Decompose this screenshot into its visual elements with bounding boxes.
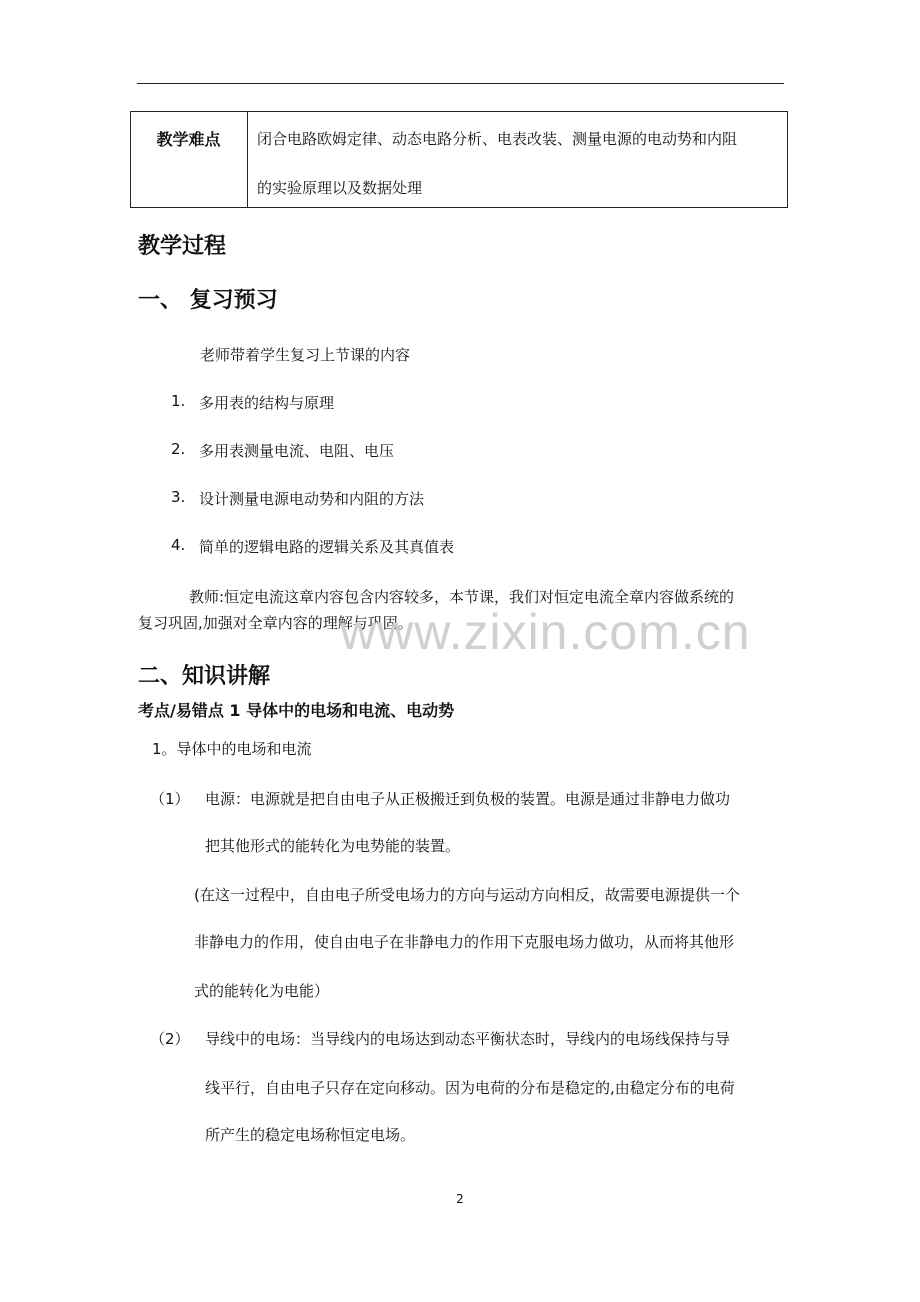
list-item: 简单的逻辑电路的逻辑关系及其真值表: [199, 538, 455, 556]
paragraph-2-line-3: 所产生的稳定电场称恒定电场。: [205, 1126, 416, 1144]
list-item: 多用表的结构与原理: [199, 394, 335, 412]
list-item-number: 2.: [171, 440, 186, 458]
paragraph-1-line-1: 电源：电源就是把自由电子从正极搬迁到负极的装置。电源是通过非静电力做功: [205, 790, 731, 808]
table-content-line-1: 闭合电路欧姆定律、动态电路分析、电表改装、测量电源的电动势和内阻: [257, 130, 738, 148]
paragraph-2-line-1: 导线中的电场：当导线内的电场达到动态平衡状态时，导线内的电场线保持与导: [205, 1030, 731, 1048]
teacher-paragraph-line-1: 教师:恒定电流这章内容包含内容较多，本节课，我们对恒定电流全章内容做系统的: [189, 588, 735, 606]
list-item-number: 1.: [171, 392, 186, 410]
section1-title: 一、 复习预习: [138, 288, 278, 313]
list-item-number: 4.: [171, 536, 186, 554]
teacher-paragraph-line-2: 复习巩固,加强对全章内容的理解与巩固。: [138, 614, 413, 632]
list-item-number: 3.: [171, 488, 186, 506]
section2-title: 二、知识讲解: [138, 664, 271, 689]
note-line-3: 式的能转化为电能）: [194, 982, 330, 1000]
heading-process: 教学过程: [138, 234, 227, 259]
section1-intro: 老师带着学生复习上节课的内容: [200, 346, 411, 364]
list-item: 多用表测量电流、电阻、电压: [199, 442, 395, 460]
note-line-1: (在这一过程中，自由电子所受电场力的方向与运动方向相反，故需要电源提供一个: [194, 886, 740, 904]
header-rule: [137, 83, 784, 84]
list-item: 设计测量电源电动势和内阻的方法: [199, 490, 425, 508]
difficulty-table: [130, 111, 788, 208]
table-content-line-2: 的实验原理以及数据处理: [257, 179, 423, 197]
page-number: 2: [456, 1192, 464, 1206]
paragraph-number: （1）: [150, 790, 190, 808]
paragraph-2-line-2: 线平行，自由电子只存在定向移动。因为电荷的分布是稳定的,由稳定分布的电荷: [205, 1079, 735, 1097]
paragraph-1-line-2: 把其他形式的能转化为电势能的装置。: [205, 837, 461, 855]
paragraph-number: （2）: [150, 1030, 190, 1048]
point-1-heading: 1。导体中的电场和电流: [152, 740, 312, 758]
note-line-2: 非静电力的作用，使自由电子在非静电力的作用下克服电场力做功，从而将其他形: [194, 933, 735, 951]
watermark: www.zixin.com.cn: [340, 604, 751, 660]
table-divider: [247, 111, 248, 208]
table-label: 教学难点: [156, 130, 221, 149]
section2-subheading: 考点/易错点 1 导体中的电场和电流、电动势: [138, 701, 455, 720]
